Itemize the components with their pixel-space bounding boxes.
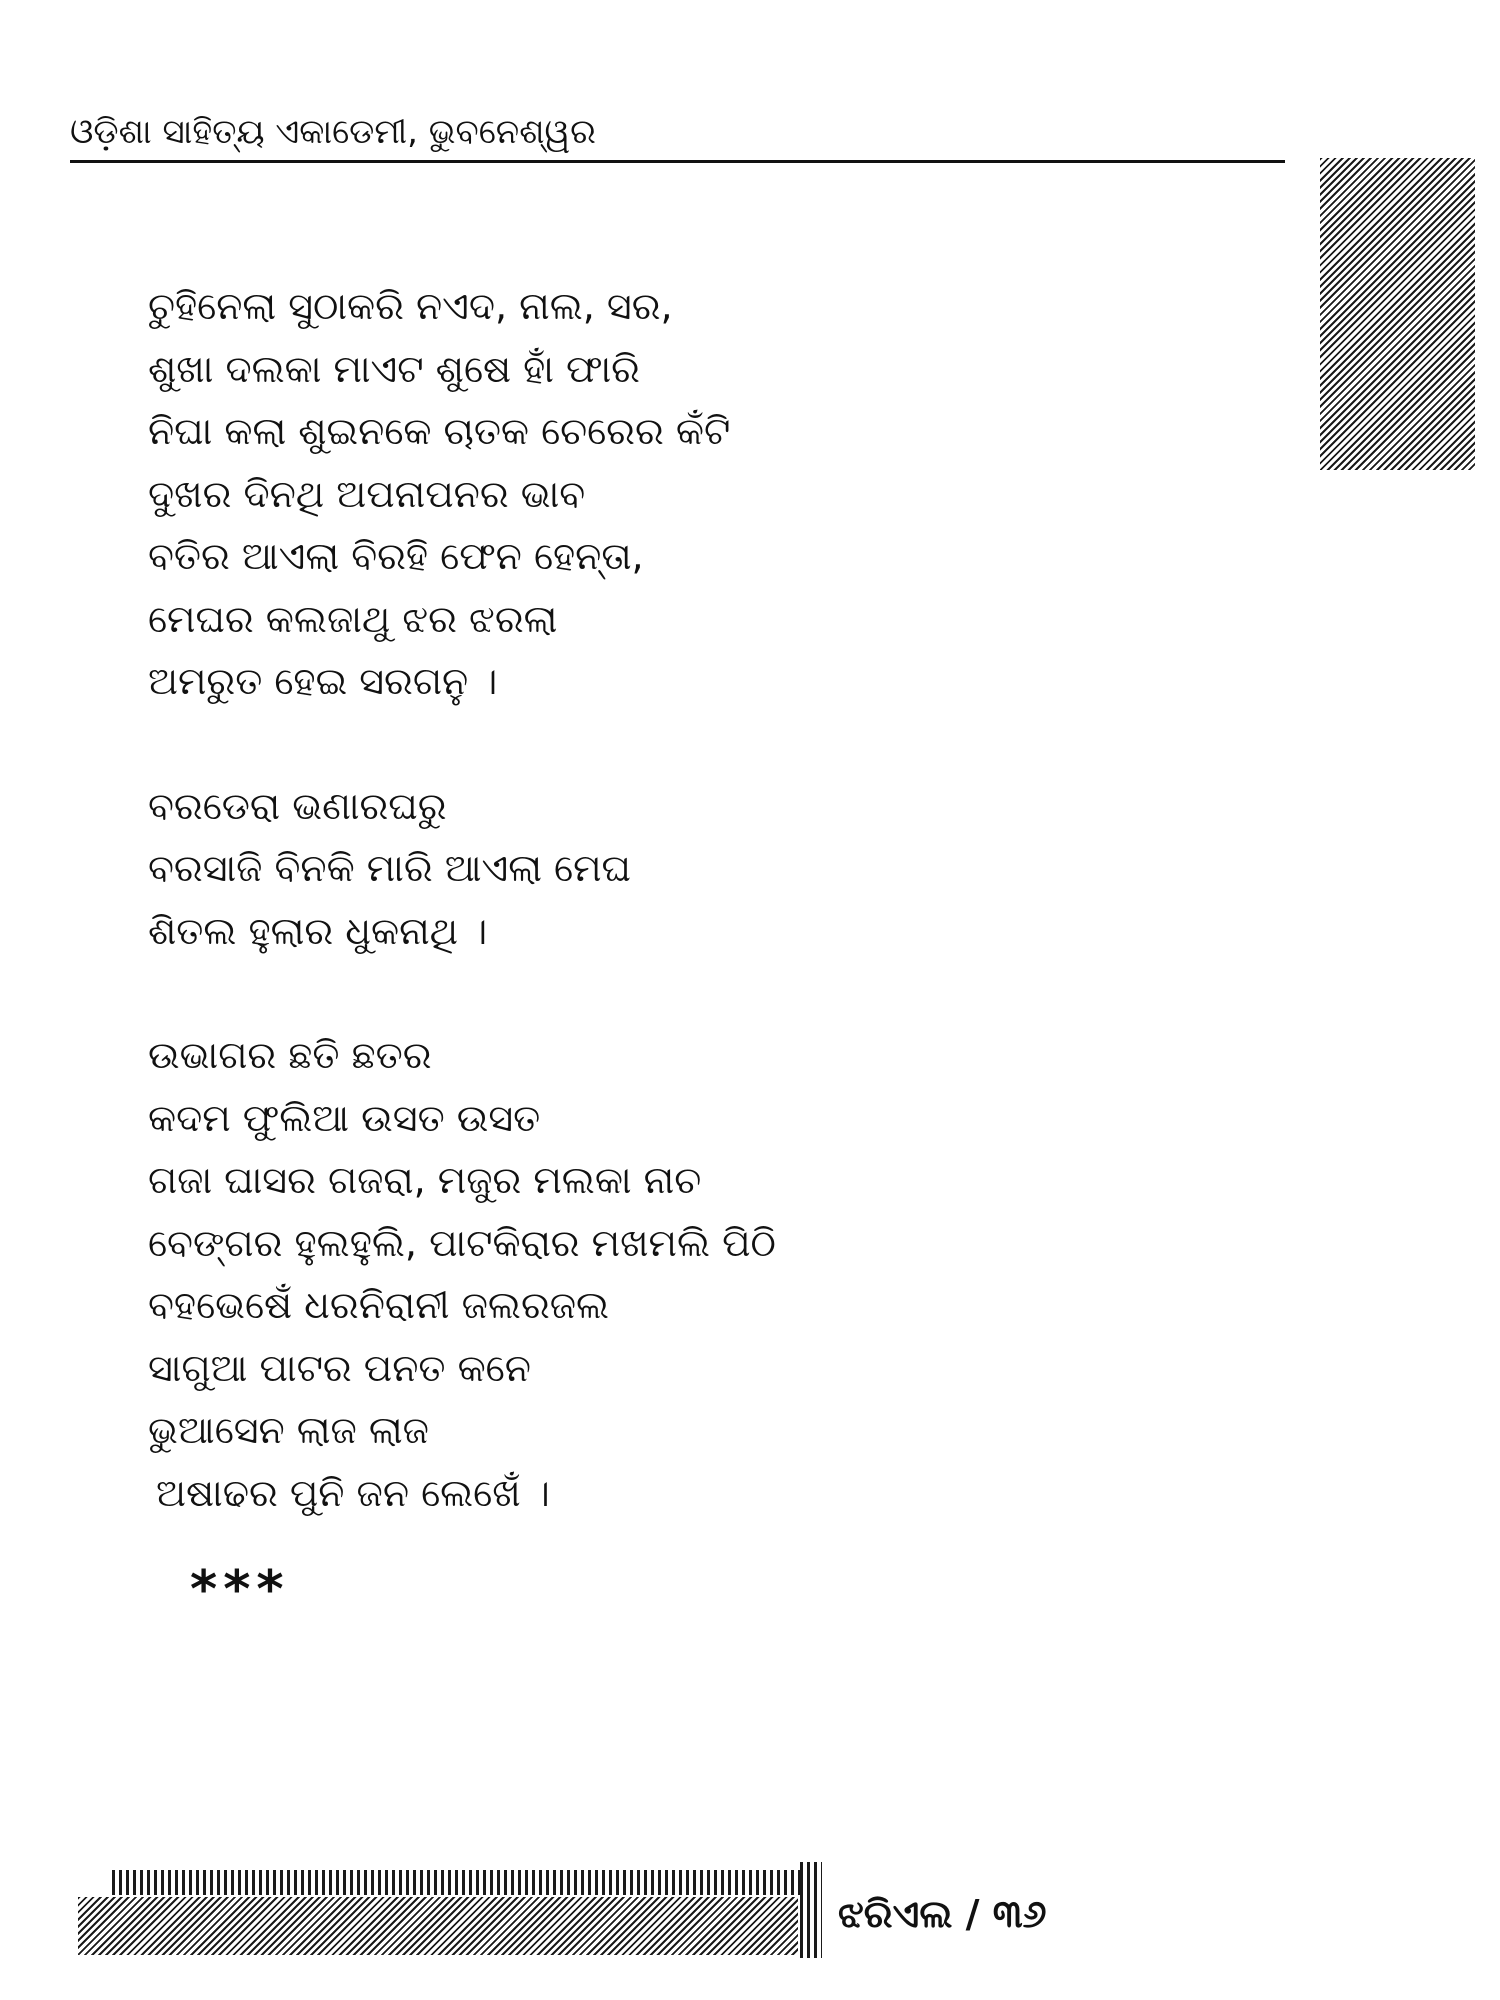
poem-stanza-2 — [148, 775, 776, 963]
poem-line: ନିଘା କଲା ଶୁଇନକେ ଚାତକ ଚେରେର କଁଟି — [148, 409, 731, 453]
poem-line: ଅମରୁତ ହେଇ ସରଗନୁ । — [148, 659, 498, 703]
poem-line: ବେଙ୍ଗର ହୁଲହୁଲି, ପାଟକିରାର ମଖମଲି ପିଠି — [148, 1220, 776, 1265]
poem-line: ଦୁଖର ଦିନଥି ଅପନାପନର ଭାବ — [148, 471, 586, 516]
poem-line: ବରଡେରା ଭଣାରଘରୁ — [148, 783, 447, 828]
header-divider — [70, 160, 1285, 163]
poem-line: ଭୁଆସେନ ଲାଜ ଲାଜ — [148, 1408, 429, 1452]
poem-body — [148, 275, 776, 1524]
footer-hatch-decoration — [78, 1897, 798, 1955]
poem-line: ଶୁଖା ଦଲକା ମାଏଟ ଶୁଷେ ହାଁ ଫାରି — [148, 346, 640, 391]
footer-end-bar-decoration — [800, 1862, 822, 1958]
poem-line: କଦମ ଫୁଲିଆ ଉସତ ଉସତ — [148, 1095, 541, 1140]
poem-stanza-1 — [148, 275, 776, 713]
footer-book-page-label: ଝରିଏଲ / ୩୬ — [838, 1892, 1047, 1936]
poem-line: ଗଜା ଘାସର ଗଜରା, ମଜୁର ମଲକା ନାଚ — [148, 1158, 702, 1202]
poem-line: ଅଷାଢର ପୁନି ଜନ ଲେଖେଁ । — [156, 1470, 550, 1515]
poem-ending-asterisks: *** — [190, 1560, 290, 1620]
poem-line: ଉଭାଗର ଛତି ଛତର — [148, 1033, 432, 1077]
poem-line: ବରସାଜି ବିନକି ମାରି ଆଏଲା ମେଘ — [148, 846, 631, 890]
poem-line: ସାଗୁଆ ପାଟର ପନତ କନେ — [148, 1345, 531, 1390]
page-header-title: ଓଡ଼ିଶା ସାହିତ୍ୟ ଏକାଡେମୀ, ଭୁବନେଶ୍ୱର — [70, 112, 596, 152]
poem-line: ଶିତଲ ହୁଲାର ଧୁକନାଥି । — [148, 908, 488, 953]
poem-line: ବହଭେଷେଁ ଧରନିରାନୀ ଜଲରଜଲ — [148, 1283, 610, 1327]
poem-stanza-3 — [148, 1024, 776, 1524]
poem-line: ଚୁହିନେଲା ସୁଠାକରି ନଏଦ, ନାଲ, ସର, — [148, 284, 673, 328]
corner-hatch-decoration — [1320, 158, 1475, 470]
footer-bar-decoration — [112, 1870, 812, 1895]
poem-line: ବତିର ଆଏଲା ବିରହି ଫେନ ହେନ୍ତା, — [148, 534, 644, 578]
poem-line: ମେଘର କଲଜାଥୁ ଝର ଝରଲା — [148, 596, 558, 641]
